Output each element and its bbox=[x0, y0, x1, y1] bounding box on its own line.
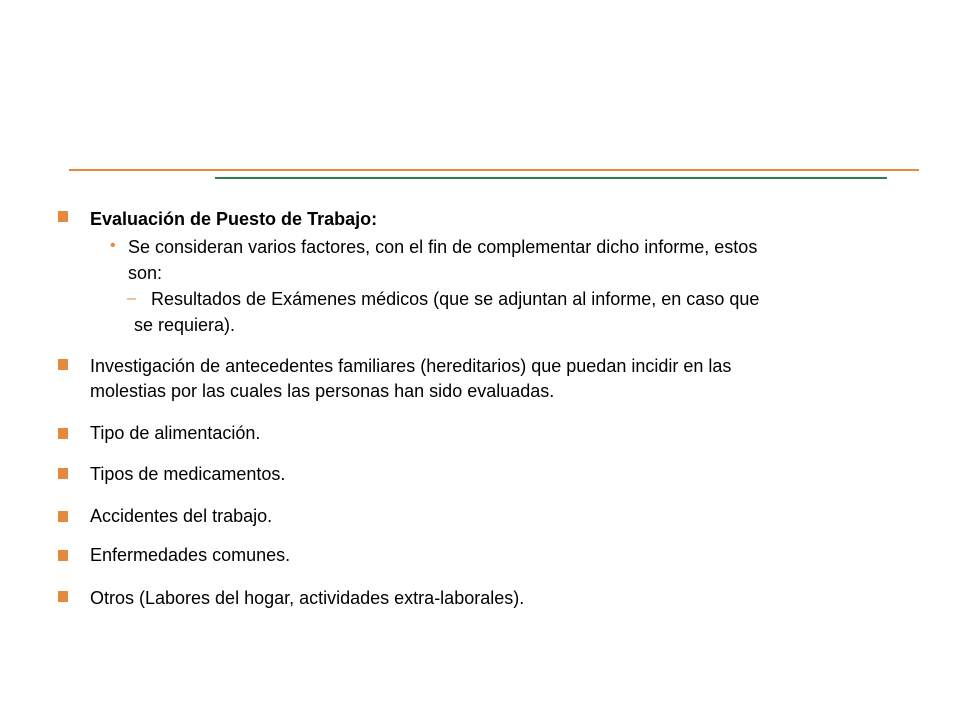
sub-item-line: son: bbox=[128, 263, 163, 283]
item-heading: Evaluación de Puesto de Trabajo: bbox=[90, 209, 378, 229]
square-bullet-icon bbox=[58, 428, 68, 439]
list-item: Accidentes del trabajo. bbox=[90, 506, 273, 526]
square-bullet-icon bbox=[58, 468, 68, 479]
sub-item-line: Se consideran varios factores, con el fin de complementar dicho informe, estos bbox=[128, 237, 758, 257]
dash-bullet-icon: – bbox=[127, 290, 136, 307]
list-item: Enfermedades comunes. bbox=[90, 545, 291, 565]
square-bullet-icon bbox=[58, 511, 68, 522]
list-item: Tipos de medicamentos. bbox=[90, 464, 286, 484]
square-bullet-icon bbox=[58, 591, 68, 602]
top-rule-green bbox=[215, 177, 887, 179]
top-rule-orange bbox=[69, 169, 919, 171]
sub-sub-item-line: Resultados de Exámenes médicos (que se adjuntan al informe, en caso que bbox=[151, 289, 760, 309]
list-item: Otros (Labores del hogar, actividades extra-laborales). bbox=[90, 588, 525, 608]
list-item: Tipo de alimentación. bbox=[90, 423, 261, 443]
dot-bullet-icon: • bbox=[110, 237, 116, 254]
square-bullet-icon bbox=[58, 550, 68, 561]
square-bullet-icon bbox=[58, 211, 68, 222]
sub-sub-item-line: se requiera). bbox=[134, 315, 236, 335]
list-item-line: Investigación de antecedentes familiares (hereditarios) que puedan incidir en las bbox=[90, 356, 732, 376]
list-item-line: molestias por las cuales las personas han sido evaluadas. bbox=[90, 381, 555, 401]
square-bullet-icon bbox=[58, 359, 68, 370]
